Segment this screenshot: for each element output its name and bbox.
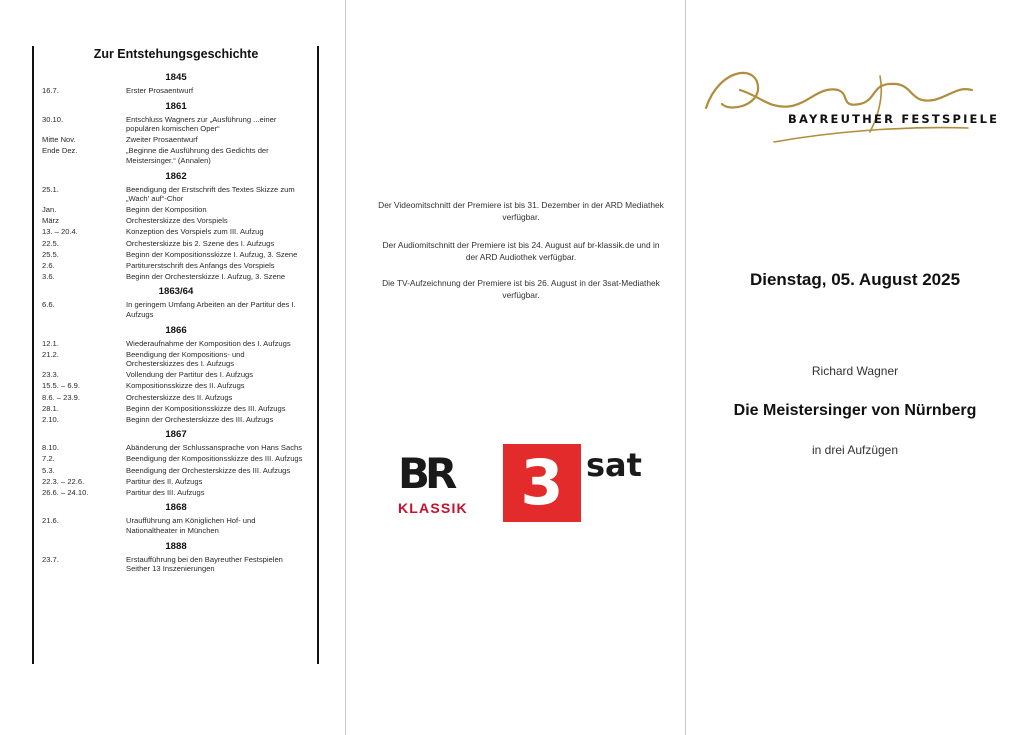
- entry-date: 26.6. – 24.10.: [42, 487, 89, 497]
- chronology-list: [34, 67, 318, 575]
- entry-text: Beendigung der Kompositionsskizze des III. Aufzugs: [126, 454, 303, 464]
- entry-date: 3.6.: [42, 271, 55, 281]
- chronology-entry: [34, 466, 318, 476]
- chronology-entry: [34, 555, 318, 574]
- opera-subtitle: in drei Aufzügen: [811, 443, 899, 457]
- chronology-entry: [34, 370, 318, 380]
- entry-text: Entschluss Wagners zur „Ausführung ...einer populären komischen Oper“: [126, 114, 277, 134]
- entry-text: Erstaufführung bei den Bayreuther Festspielen Seither 13 Inszenierungen: [126, 554, 283, 574]
- chronology-entry: [34, 261, 318, 271]
- chronology-entry: [34, 272, 318, 282]
- chronology-entry: [34, 216, 318, 226]
- chronology-entry: [34, 239, 318, 249]
- entry-text: Vollendung der Partitur des I. Aufzugs: [126, 370, 254, 380]
- entry-text: Beendigung der Erstschrift des Textes Skizze zum „Wach' auf“-Chor: [126, 184, 295, 204]
- chronology-year: 1867: [165, 429, 187, 441]
- chronology-year: 1861: [165, 100, 187, 112]
- chronology-entry: [34, 488, 318, 498]
- br-logo-klassik: KLASSIK: [398, 500, 468, 516]
- entry-text: Beginn der Orchesterskizze I. Aufzug, 3. Szene: [126, 271, 286, 281]
- chronology-entry: [34, 381, 318, 391]
- entry-date: 8.6. – 23.9.: [42, 392, 80, 402]
- entry-text: Kompositionsskizze des II. Aufzugs: [126, 381, 245, 391]
- chronology-entry: [34, 393, 318, 403]
- entry-text: Orchesterskizze bis 2. Szene des I. Aufzugs: [126, 238, 275, 248]
- entry-text: „Beginne die Ausführung des Gedichts der Meistersinger.“ (Annalen): [126, 146, 269, 165]
- entry-text: Uraufführung am Königlichen Hof- und Nationaltheater in München: [126, 516, 256, 535]
- entry-date: 2.6.: [42, 260, 55, 270]
- entry-text: Beendigung der Orchesterskizze des III. Aufzugs: [126, 465, 291, 475]
- chronology-entry: [34, 415, 318, 425]
- chronology-entry: [34, 115, 318, 134]
- entry-text: Konzeption des Vorspiels zum III. Aufzug: [126, 227, 264, 237]
- entry-text: Orchesterskizze des II. Aufzugs: [126, 392, 233, 402]
- entry-date: 25.5.: [42, 249, 59, 259]
- chronology-entry: [34, 205, 318, 215]
- 3sat-logo-number: 3: [520, 446, 564, 519]
- chronology-entry: [34, 443, 318, 453]
- entry-date: 12.1.: [42, 338, 59, 348]
- entry-text: Beendigung der Kompositions- und Orchesterskizzes des I. Aufzugs: [126, 349, 245, 369]
- entry-date: 7.2.: [42, 454, 55, 464]
- 3sat-logo: [503, 444, 581, 522]
- entry-date: 23.3.: [42, 370, 59, 380]
- chronology-entry: [34, 86, 318, 96]
- chronology-entry: [34, 404, 318, 414]
- chronology-panel: [34, 42, 318, 664]
- entry-text: Wiederaufnahme der Komposition des I. Aufzugs: [126, 338, 291, 348]
- festival-brand: BAYREUTHER FESTSPIELE: [788, 112, 1000, 126]
- entry-text: Partitur des II. Aufzugs: [126, 476, 203, 486]
- chronology-entry: [34, 477, 318, 487]
- chronology-entry: [34, 300, 318, 319]
- entry-text: Erster Prosaentwurf: [126, 86, 194, 95]
- entry-text: Beginn der Kompositionsskizze des III. Aufzugs: [126, 403, 286, 413]
- chronology-entry: [34, 339, 318, 349]
- chronology-year: 1845: [165, 72, 187, 83]
- performance-date: Dienstag, 05. August 2025: [749, 270, 961, 289]
- chronology-entry: [34, 350, 318, 369]
- chronology-title: Zur Entstehungsgeschichte: [93, 47, 259, 61]
- br-klassik-logo: [398, 449, 480, 518]
- chronology-year: 1888: [165, 540, 187, 552]
- entry-date: 5.3.: [42, 465, 55, 475]
- entry-text: Zweiter Prosaentwurf: [126, 135, 198, 145]
- entry-text: Partiturerstschrift des Anfangs des Vorspiels: [126, 260, 275, 270]
- entry-text: Beginn der Komposition: [126, 205, 207, 215]
- entry-date: 28.1.: [42, 403, 59, 413]
- entry-date: 2.10.: [42, 414, 59, 424]
- chronology-year: 1866: [165, 324, 187, 336]
- chronology-entry: [34, 227, 318, 237]
- entry-date: 22.3. – 22.6.: [42, 476, 85, 486]
- entry-date: Jan.: [42, 205, 57, 215]
- video-info: Der Videomitschnitt der Premiere ist bis 31. Dezember in der ARD Mediathek verfügbar.: [378, 200, 664, 222]
- entry-text: In geringem Umfang Arbeiten an der Partitur des I. Aufzugs: [126, 300, 296, 319]
- br-logo-mark: BR: [398, 449, 453, 498]
- chronology-year: 1863/64: [158, 286, 194, 298]
- entry-date: 25.1.: [42, 184, 59, 194]
- chronology-entry: [34, 516, 318, 535]
- chronology-year: 1862: [165, 170, 187, 182]
- entry-date: 21.6.: [42, 516, 59, 526]
- fold-line-left: [345, 0, 346, 735]
- entry-text: Beginn der Orchesterskizze des III. Aufzugs: [126, 414, 274, 424]
- entry-date: 6.6.: [42, 300, 55, 310]
- entry-date: März: [42, 216, 59, 226]
- entry-date: Mitte Nov.: [42, 135, 76, 145]
- entry-date: 30.10.: [42, 114, 64, 124]
- entry-date: 21.2.: [42, 349, 59, 359]
- entry-date: 13. – 20.4.: [42, 227, 78, 237]
- entry-text: Orchesterskizze des Vorspiels: [126, 216, 228, 226]
- entry-text: Beginn der Kompositionsskizze I. Aufzug, 3. Szene: [126, 249, 298, 259]
- entry-date: 8.10.: [42, 443, 59, 453]
- entry-text: Partitur des III. Aufzugs: [126, 487, 205, 497]
- chronology-entry: [34, 185, 318, 204]
- entry-date: 22.5.: [42, 238, 59, 248]
- entry-date: 16.7.: [42, 86, 59, 95]
- chronology-entry: [34, 454, 318, 464]
- 3sat-logo-text: sat: [586, 446, 642, 484]
- entry-date: Ende Dez.: [42, 146, 78, 156]
- entry-text: Abänderung der Schlussansprache von Hans Sachs: [126, 443, 303, 453]
- fold-line-right: [685, 0, 686, 735]
- opera-title: Die Meistersinger von Nürnberg: [733, 402, 977, 419]
- tv-info: Die TV-Aufzeichnung der Premiere ist bis 26. August in der 3sat-Mediathek verfügbar.: [382, 278, 660, 300]
- chronology-entry: [34, 135, 318, 145]
- chronology-entry: [34, 146, 318, 165]
- chronology-year: 1868: [165, 502, 187, 514]
- audio-info: Der Audiomitschnitt der Premiere ist bis 24. August auf br-klassik.de und in der ARD Audiothek verfügbar.: [382, 240, 660, 262]
- wagner-signature: [700, 46, 980, 146]
- entry-date: 23.7.: [42, 554, 59, 564]
- chronology-entry: [34, 250, 318, 260]
- composer-name: Richard Wagner: [811, 364, 899, 378]
- entry-date: 15.5. – 6.9.: [42, 381, 80, 391]
